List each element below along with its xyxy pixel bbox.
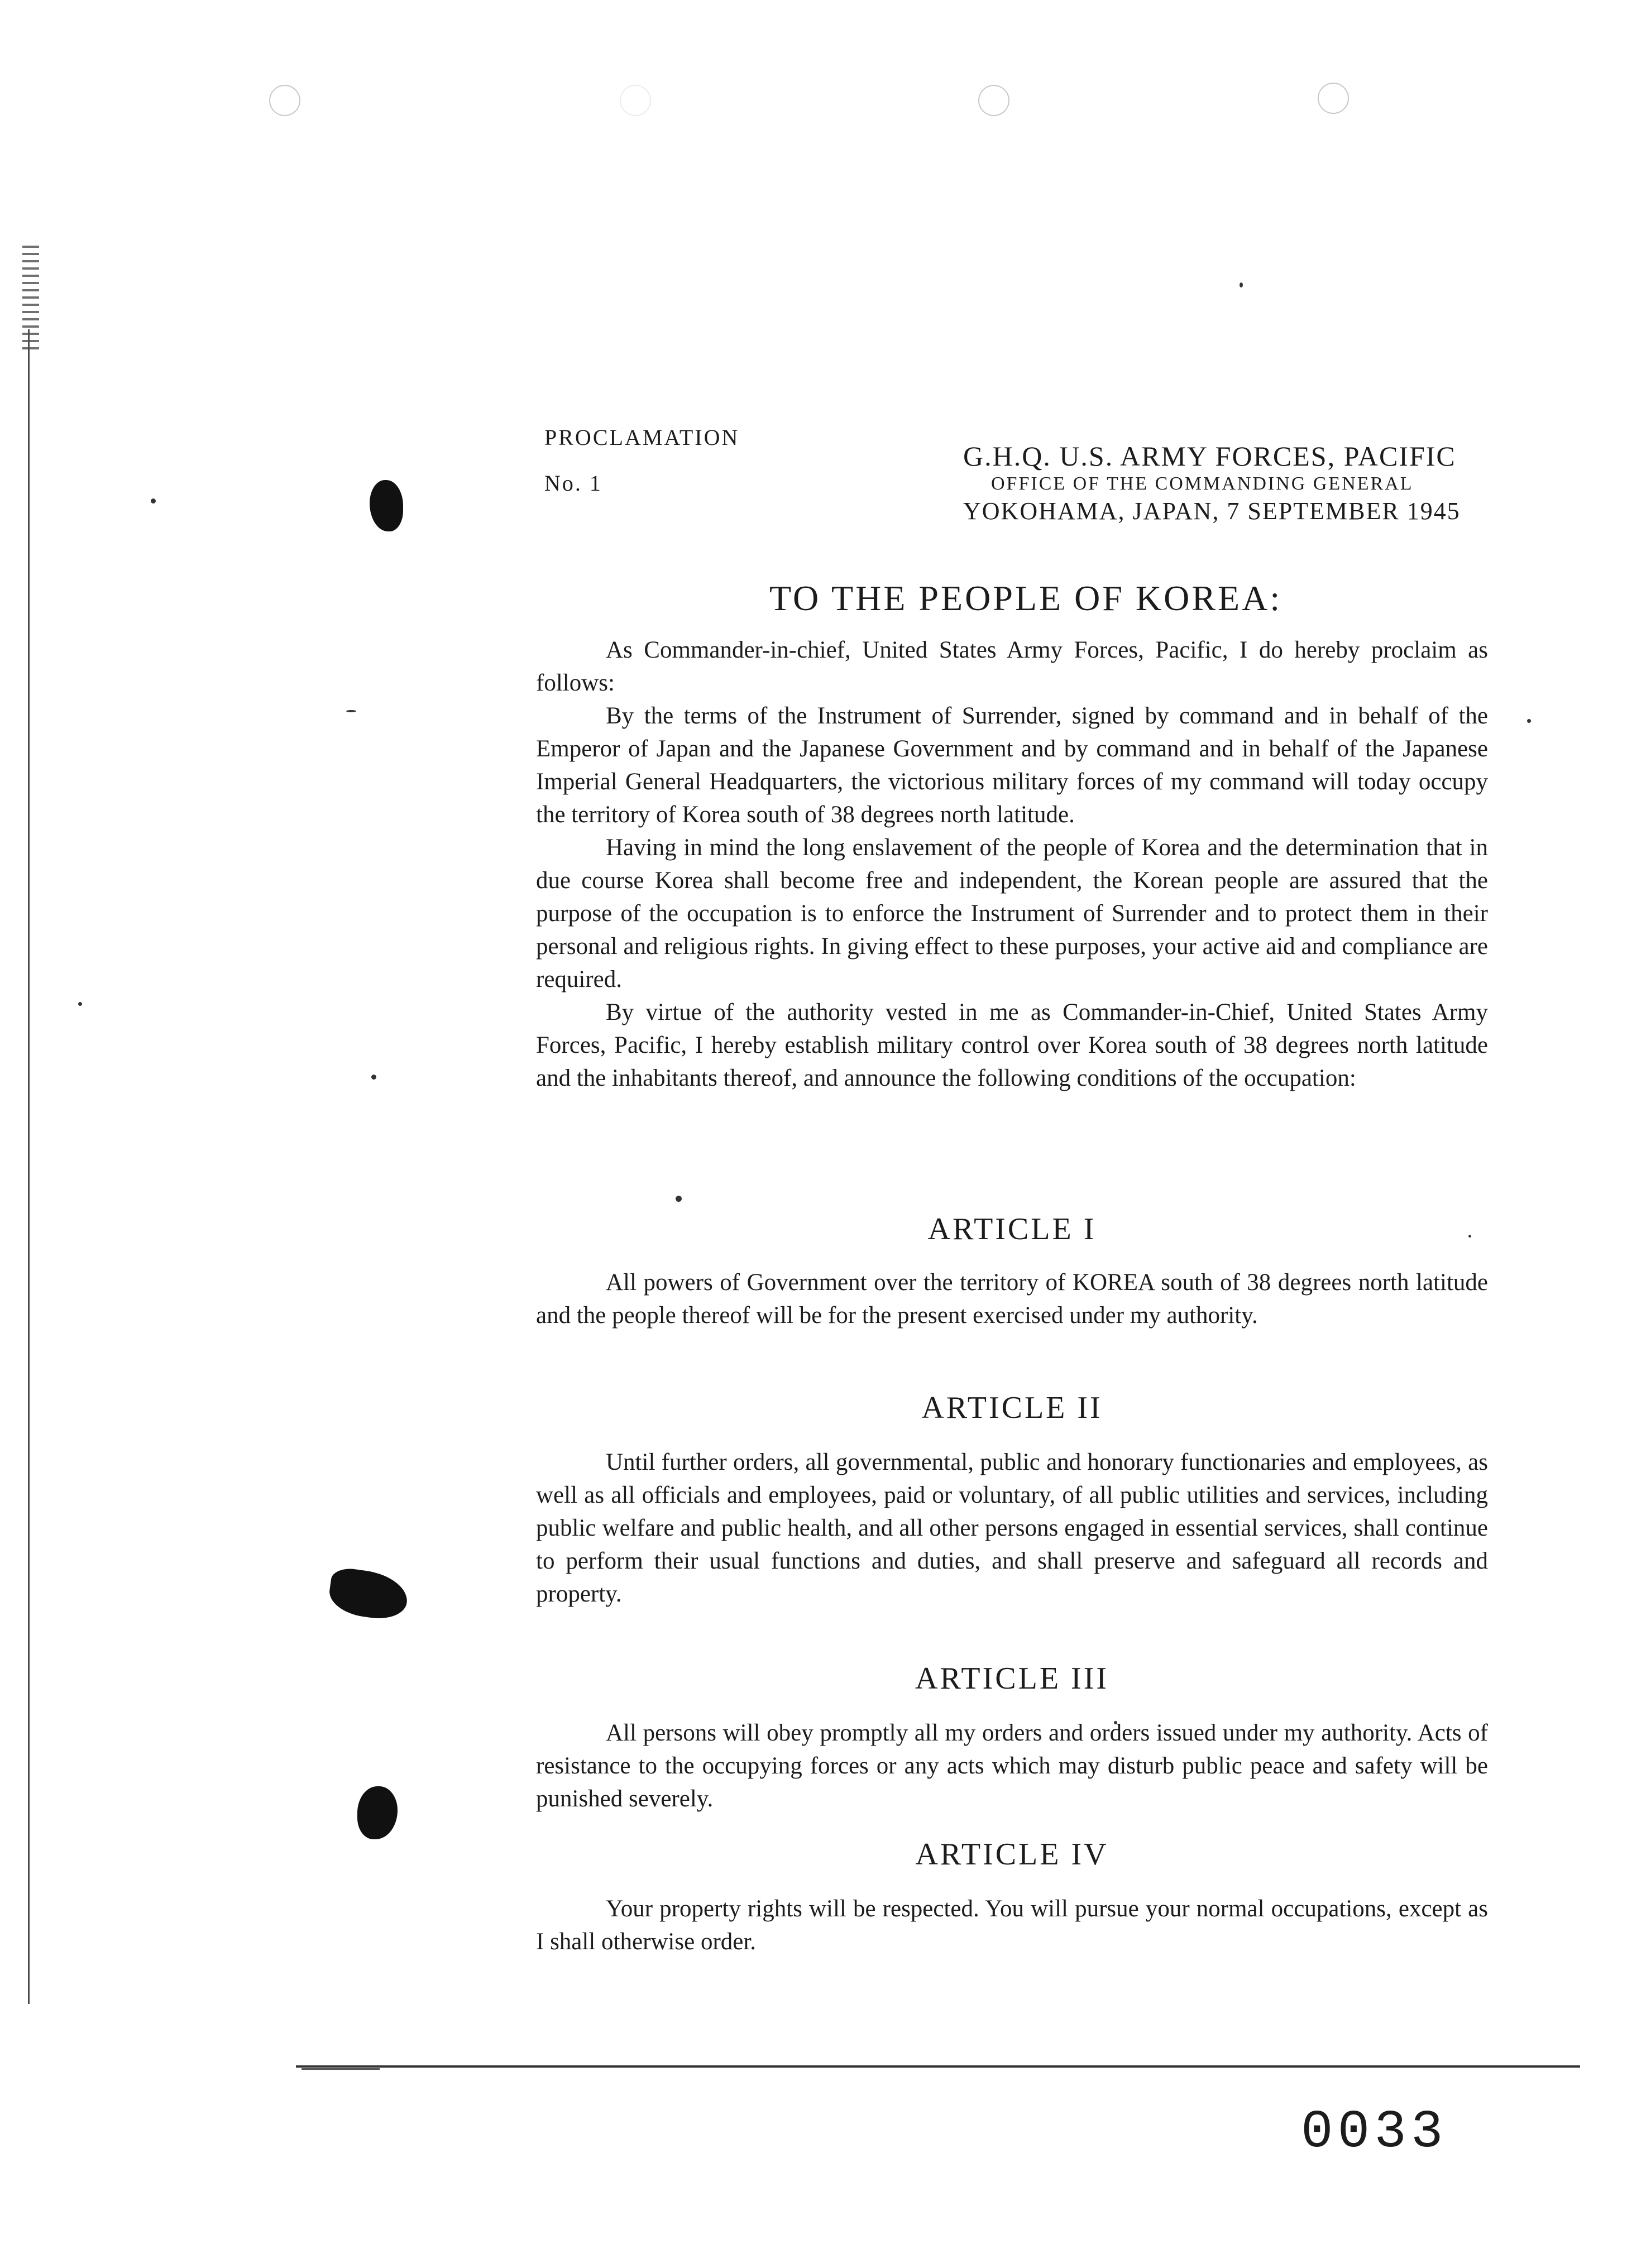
- article-2-body: [536, 1446, 1488, 1610]
- preamble-paragraph: By the terms of the Instrument of Surrender, signed by command and in behalf of the Emperor of Japan and the Japanese Government and by command and in behalf of the Japanese Imperial General Headquarters, the victorious military forces of my command will today occupy the territory of Korea south of 38 degrees north latitude.: [536, 703, 1488, 828]
- ink-blot: [327, 1566, 410, 1623]
- article-2-heading: ARTICLE II: [921, 1390, 1103, 1425]
- proclamation-label: PROCLAMATION: [544, 425, 740, 450]
- speck: [371, 1075, 376, 1080]
- page-number: 0033: [1301, 2102, 1448, 2162]
- punch-hole: [620, 85, 651, 116]
- hq-line-1: G.H.Q. U.S. ARMY FORCES, PACIFIC: [963, 440, 1456, 472]
- article-2-text: Until further orders, all governmental, public and honorary functionaries and employees, as well as all officials and employees, paid or voluntary, of all public utilities and services, including public welfare and public health, and all other persons engaged in essential services, shall continue to perform their usual functions and duties, and shall preserve and safeguard all records and property.: [536, 1449, 1488, 1607]
- hq-line-2: OFFICE OF THE COMMANDING GENERAL: [991, 473, 1414, 494]
- speck: [346, 710, 356, 712]
- article-3-heading: ARTICLE III: [915, 1661, 1109, 1696]
- proclamation-number: No. 1: [544, 471, 602, 496]
- punch-hole: [1318, 83, 1349, 114]
- article-3-body: [536, 1716, 1488, 1815]
- punch-hole: [978, 85, 1009, 116]
- ink-blot: [357, 1786, 398, 1839]
- speck: [1240, 282, 1243, 287]
- preamble-paragraph: As Commander-in-chief, United States Army Forces, Pacific, I do hereby proclaim as follows:: [536, 637, 1488, 696]
- preamble-paragraph: Having in mind the long enslavement of the people of Korea and the determination that in due course Korea shall become free and independent, the Korean people are assured that the purpose of the occupation is to enforce the Instrument of Surrender and to protect them in their personal and religious rights. In giving effect to these purposes, your active aid and compliance are required.: [536, 835, 1488, 992]
- scan-edge-line: [28, 329, 30, 2004]
- speck: [78, 1002, 82, 1006]
- article-1-text: All powers of Government over the territory of KOREA south of 38 degrees north latitude and the people thereof will be for the present exercised under my authority.: [536, 1269, 1488, 1329]
- preamble-paragraph: By virtue of the authority vested in me as Commander-in-Chief, United States Army Forces, Pacific, I hereby establish military control over Korea south of 38 degrees north latitude and the inhabitants thereof, and announce the following conditions of the occupation:: [536, 999, 1488, 1091]
- salutation-heading: TO THE PEOPLE OF KOREA:: [769, 578, 1283, 618]
- punch-hole: [269, 85, 300, 116]
- footer-rule-left: [302, 2068, 380, 2070]
- article-1-heading: ARTICLE I: [927, 1212, 1097, 1246]
- article-4-body: [536, 1892, 1488, 1958]
- article-3-text: All persons will obey promptly all my orders and orders issued under my authority. Acts of resistance to the occupying forces or any acts which may disturb public peace and safety will be punished severely.: [536, 1720, 1488, 1812]
- footer-rule: [296, 2065, 1580, 2068]
- scan-edge-mark: [22, 246, 39, 352]
- ink-blot: [370, 480, 403, 531]
- speck: [1527, 719, 1531, 723]
- article-4-text: Your property rights will be respected. You will pursue your normal occupations, except as I shall otherwise order.: [536, 1896, 1488, 1955]
- hq-line-3: YOKOHAMA, JAPAN, 7 SEPTEMBER 1945: [963, 497, 1461, 525]
- speck: [676, 1196, 682, 1202]
- article-4-heading: ARTICLE IV: [915, 1837, 1109, 1872]
- preamble-block: [536, 634, 1488, 1095]
- article-1-body: [536, 1266, 1488, 1332]
- speck: [151, 498, 156, 504]
